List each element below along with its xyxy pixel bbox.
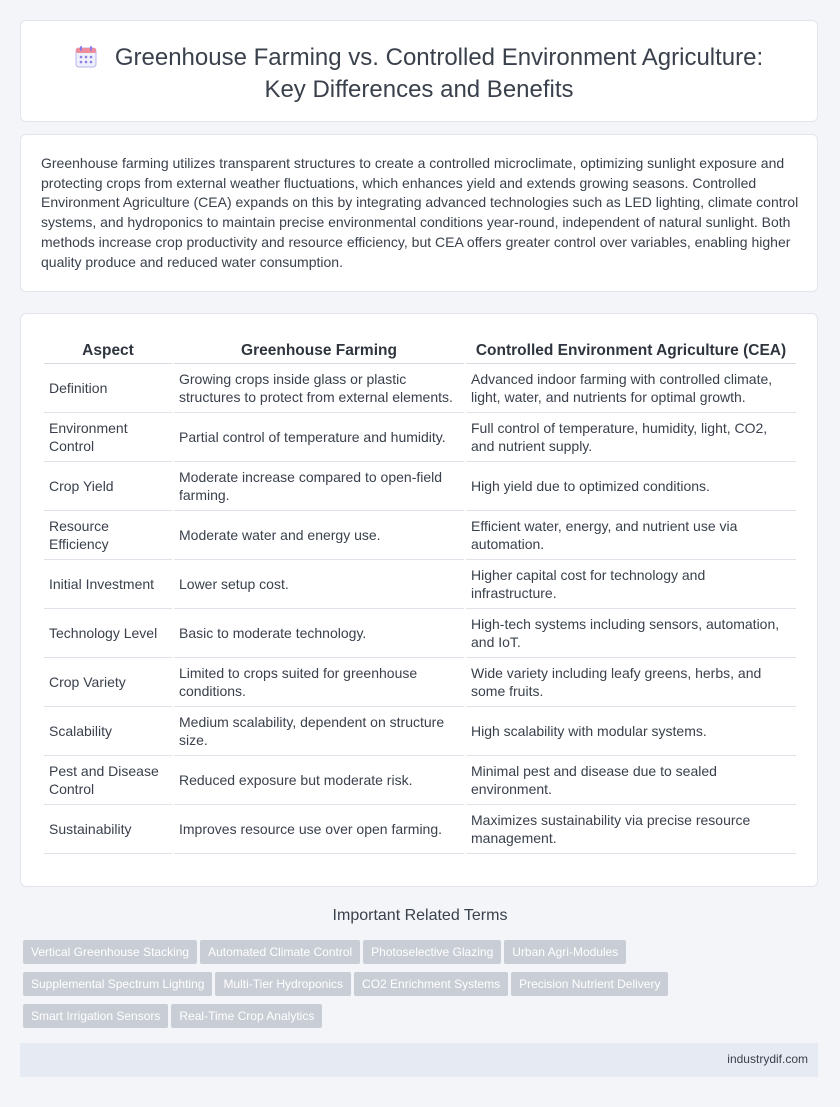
calendar-icon [75, 46, 97, 75]
cell-cea: Maximizes sustainability via precise resource management. [466, 805, 796, 854]
footer [20, 1043, 818, 1077]
header-cea: Controlled Environment Agriculture (CEA) [466, 332, 796, 364]
related-terms-title: Important Related Terms [332, 907, 508, 924]
cell-cea: High-tech systems including sensors, automation, and IoT. [466, 609, 796, 658]
tag-link[interactable]: Automated Climate Control [200, 940, 360, 964]
cell-aspect: Definition [44, 364, 172, 413]
cell-aspect: Environment Control [44, 413, 172, 462]
header-aspect: Aspect [44, 332, 172, 364]
table-header-row [44, 332, 796, 364]
tag-link[interactable]: Precision Nutrient Delivery [511, 972, 668, 996]
header-card [20, 20, 818, 122]
table-row [44, 707, 796, 756]
cell-greenhouse: Improves resource use over open farming. [174, 805, 464, 854]
table-row [44, 413, 796, 462]
tag-link[interactable]: Photoselective Glazing [363, 940, 501, 964]
cell-greenhouse: Moderate water and energy use. [174, 511, 464, 560]
cell-aspect: Scalability [44, 707, 172, 756]
cell-aspect: Pest and Disease Control [44, 756, 172, 805]
tag-link[interactable]: Supplemental Spectrum Lighting [23, 972, 212, 996]
intro-card [20, 134, 818, 292]
cell-aspect: Sustainability [44, 805, 172, 854]
cell-aspect: Resource Efficiency [44, 511, 172, 560]
tag-link[interactable]: Vertical Greenhouse Stacking [23, 940, 197, 964]
comparison-table-card [20, 313, 818, 887]
table-row [44, 658, 796, 707]
cell-greenhouse: Limited to crops suited for greenhouse conditions. [174, 658, 464, 707]
tag-link[interactable]: Real-Time Crop Analytics [171, 1004, 322, 1028]
cell-cea: Higher capital cost for technology and infrastructure. [466, 560, 796, 609]
cell-greenhouse: Medium scalability, dependent on structure size. [174, 707, 464, 756]
page-title-text: Greenhouse Farming vs. Controlled Environment Agriculture: Key Differences and Benefits [114, 44, 764, 103]
tag-link[interactable]: CO2 Enrichment Systems [354, 972, 508, 996]
cell-aspect: Crop Variety [44, 658, 172, 707]
table-row [44, 511, 796, 560]
comparison-table [42, 332, 798, 854]
tag-link[interactable]: Urban Agri-Modules [504, 940, 626, 964]
table-row [44, 609, 796, 658]
cell-greenhouse: Moderate increase compared to open-field farming. [174, 462, 464, 511]
cell-greenhouse: Basic to moderate technology. [174, 609, 464, 658]
cell-cea: Efficient water, energy, and nutrient use via automation. [466, 511, 796, 560]
intro-paragraph: Greenhouse farming utilizes transparent structures to create a controlled microclimate, optimizing sunlight exposure and protecting crops from external weather fluctuations, which enhances yield and extends growing seasons. Controlled Environment Agriculture (CEA) expands on this by integrating advanced technologies such as LED lighting, climate control systems, and hydroponics to maintain precise environmental conditions year-round, independent of natural sunlight. Both methods increase crop productivity and resource efficiency, but CEA offers greater control over variables, enabling higher quality produce and reduced water consumption. [41, 155, 799, 270]
table-row [44, 805, 796, 854]
cell-cea: Advanced indoor farming with controlled climate, light, water, and nutrients for optimal growth. [466, 364, 796, 413]
table-row [44, 462, 796, 511]
cell-cea: Full control of temperature, humidity, light, CO2, and nutrient supply. [466, 413, 796, 462]
footer-site-link[interactable]: industrydif.com [727, 1052, 808, 1066]
tag-link[interactable]: Multi-Tier Hydroponics [215, 972, 351, 996]
header-greenhouse: Greenhouse Farming [174, 332, 464, 364]
table-row [44, 364, 796, 413]
cell-aspect: Initial Investment [44, 560, 172, 609]
cell-greenhouse: Partial control of temperature and humidity. [174, 413, 464, 462]
table-row [44, 560, 796, 609]
cell-cea: High scalability with modular systems. [466, 707, 796, 756]
cell-cea: Minimal pest and disease due to sealed environment. [466, 756, 796, 805]
cell-greenhouse: Lower setup cost. [174, 560, 464, 609]
page-title [61, 43, 777, 104]
cell-cea: High yield due to optimized conditions. [466, 462, 796, 511]
table-row [44, 756, 796, 805]
cell-aspect: Crop Yield [44, 462, 172, 511]
cell-greenhouse: Growing crops inside glass or plastic structures to protect from external elements. [174, 364, 464, 413]
title-wrap [61, 43, 777, 104]
cell-cea: Wide variety including leafy greens, herbs, and some fruits. [466, 658, 796, 707]
tag-link[interactable]: Smart Irrigation Sensors [23, 1004, 168, 1028]
related-terms-tags [23, 940, 803, 1036]
cell-aspect: Technology Level [44, 609, 172, 658]
cell-greenhouse: Reduced exposure but moderate risk. [174, 756, 464, 805]
